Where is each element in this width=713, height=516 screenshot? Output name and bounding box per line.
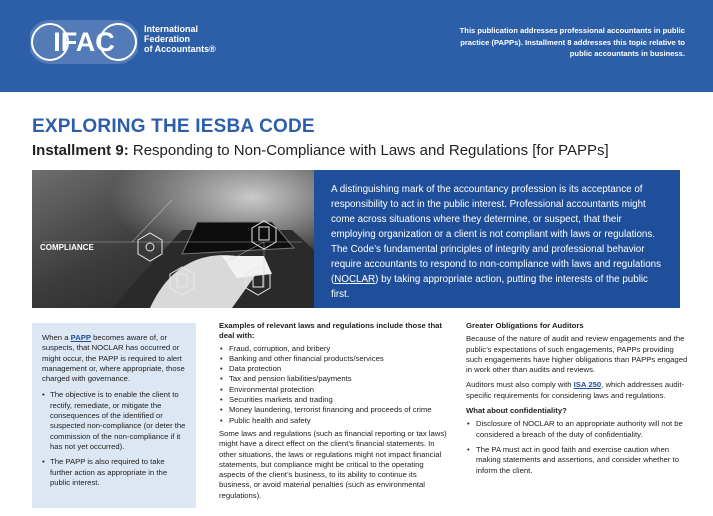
logo-word: IFAC (53, 27, 115, 57)
examples-column (219, 321, 451, 501)
hero-image-label: COMPLIANCE (40, 243, 94, 252)
list-item: • Banking and other financial products/services (219, 354, 451, 364)
ifac-logo-icon (30, 18, 138, 64)
list-item: • The PA must act in good faith and exercise caution when making statements and assertions, and consider whether to inform the client. (466, 445, 688, 476)
auditors-heading: Greater Obligations for Auditors (466, 321, 584, 330)
list-item: • Disclosure of NOCLAR to an appropriate authority will not be considered a breach of the duty of confidentiality. (466, 419, 688, 440)
list-item: • Securities markets and trading (219, 395, 451, 405)
isa-text-end: , which addresses audit-specific requirements for considering laws and regulations. (466, 380, 685, 400)
publication-note: This publication addresses professional accountants in public practice (PAPPs). Installment 8 addresses this topic relative to public accountants in business. (459, 26, 685, 58)
papp-bullets (42, 390, 188, 488)
logo-text (144, 24, 216, 54)
intro-box (314, 170, 680, 308)
subtitle-text: Responding to Non-Compliance with Laws and Regulations [for PAPPs] (132, 142, 609, 159)
logo-line: of Accountants® (144, 44, 216, 54)
hero-image (32, 170, 314, 308)
list-item: • Tax and pension liabilities/payments (219, 374, 451, 384)
examples-heading: Examples of relevant laws and regulations include those that deal with: (219, 321, 442, 341)
page-title: EXPLORING THE IESBA CODE (32, 116, 315, 137)
list-item: • Public health and safety (219, 416, 451, 426)
papp-text-end: becomes aware of, or suspects, that NOCLAR has occurred or might occur, the PAPP is required to alert management or, where appropriate, those charged with governance. (42, 333, 185, 384)
isa-250-link[interactable]: ISA 250 (573, 380, 602, 390)
confidentiality-heading: What about confidentiality? (466, 406, 567, 416)
papp-text: When a (42, 333, 71, 342)
papp-paragraph (42, 333, 188, 384)
examples-list (219, 344, 451, 426)
confidentiality-list (466, 419, 688, 475)
list-item: • Environmental protection (219, 385, 451, 395)
auditors-paragraph: Because of the nature of audit and review engagements and the public’s expectations of such engagements, PAPPs providing such engagements have higher obligations than PAPPs engaged in work other than audits and reviews. (466, 334, 688, 375)
papp-obligation-box (32, 323, 196, 508)
list-item: • Money laundering, terrorist financing and proceeds of crime (219, 405, 451, 415)
papp-link[interactable]: PAPP (70, 333, 92, 342)
list-item: • The objective is to enable the client to rectify, remediate, or mitigate the consequences of the identified or suspected non-compliance (or deter the commission of the non-compliance if it has not yet occurred). (42, 390, 188, 452)
isa-text: Auditors must also comply with (466, 380, 574, 390)
page-subtitle (32, 142, 609, 159)
intro-text: A distinguishing mark of the accountancy profession is its acceptance of responsibility to act in the public interest. Professional accountants might come across situations where they determine, or suspect, that their employing organization or a client is not compliant with laws or regulations. The Code’s fundamental principles of integrity and professional behavior require accountants to respond to non-compliance with laws and regulations ( (331, 184, 662, 285)
logo-line: Federation (144, 34, 191, 44)
isa-paragraph (466, 380, 688, 401)
list-item: • Data protection (219, 364, 451, 374)
logo-line: International (144, 24, 199, 34)
auditors-column (466, 321, 688, 481)
list-item: • The PAPP is also required to take further action as appropriate in the public interest. (42, 457, 188, 488)
ifac-logo[interactable] (30, 18, 260, 68)
noclar-link[interactable]: NOCLAR (334, 274, 376, 285)
installment-label: Installment 9: (32, 142, 129, 159)
list-item: • Fraud, corruption, and bribery (219, 344, 451, 354)
examples-paragraph: Some laws and regulations (such as financial reporting or tax laws) might have a direct effect on the client’s financial statements. In other situations, the laws or regulations might not impact financial statements, but compliance might be critical to the operating aspects of the client’s business, to its ability to continue its business, or avoid material penalties (such as environmental regulations). (219, 428, 447, 500)
intro-text-end: ) by taking appropriate action, putting the interests of the public first. (331, 274, 648, 300)
header-band (0, 0, 713, 92)
